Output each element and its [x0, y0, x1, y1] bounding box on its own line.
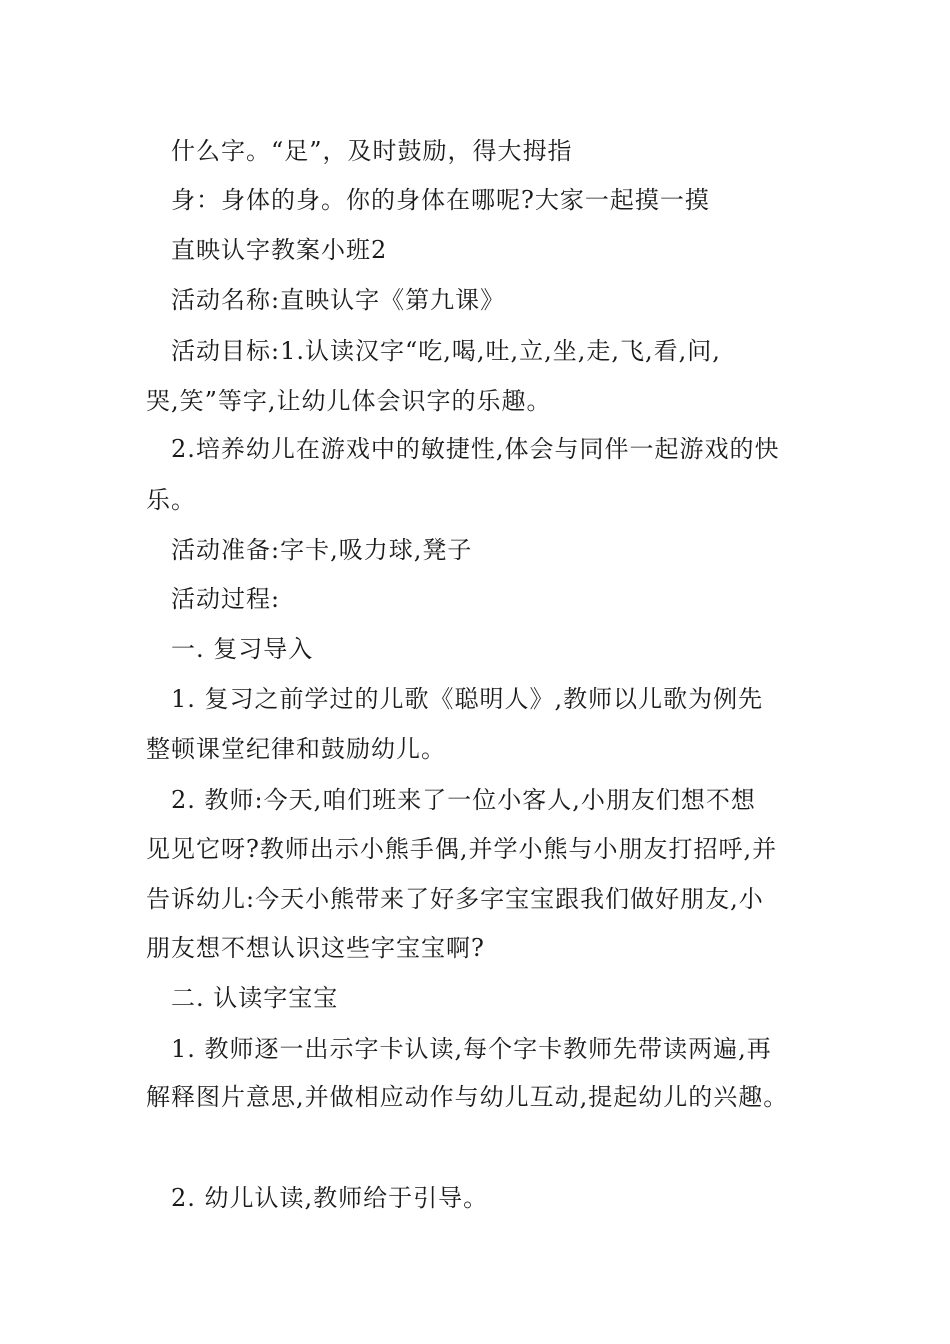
- text-line: 乐。: [146, 486, 196, 514]
- text-line: 身：身体的身。你的身体在哪呢?大家一起摸一摸: [171, 186, 710, 214]
- text-line: 活动名称:直映认字《第九课》: [171, 286, 506, 314]
- text-line: 一. 复习导入: [171, 635, 314, 663]
- text-line: 1. 教师逐一出示字卡认读,每个字卡教师先带读两遍,再: [171, 1035, 772, 1063]
- text-line: 活动过程:: [171, 585, 281, 613]
- text-line: 告诉幼儿:今天小熊带来了好多字宝宝跟我们做好朋友,小: [146, 885, 764, 913]
- text-line: 解释图片意思,并做相应动作与幼儿互动,提起幼儿的兴趣。: [146, 1083, 789, 1111]
- text-line: 活动目标:1.认读汉字“吃,喝,吐,立,坐,走,飞,看,问,: [171, 337, 721, 365]
- text-line: 哭,笑”等字,让幼儿体会识字的乐趣。: [146, 387, 552, 415]
- text-line: 1. 复习之前学过的儿歌《聪明人》,教师以儿歌为例先: [171, 685, 764, 713]
- text-line: 2.培养幼儿在游戏中的敏捷性,体会与同伴一起游戏的快: [171, 435, 780, 463]
- text-line: 什么字。“足”，及时鼓励，得大拇指: [171, 137, 573, 165]
- text-line: 朋友想不想认识这些字宝宝啊?: [146, 934, 485, 962]
- text-line: 2. 幼儿认读,教师给于引导。: [171, 1184, 489, 1212]
- text-line: 二. 认读字宝宝: [171, 984, 339, 1012]
- text-line: 整顿课堂纪律和鼓励幼儿。: [146, 735, 446, 763]
- text-line: 活动准备:字卡,吸力球,凳子: [171, 536, 473, 564]
- text-line: 2. 教师:今天,咱们班来了一位小客人,小朋友们想不想: [171, 786, 756, 814]
- section-heading: 直映认字教案小班2: [171, 236, 388, 264]
- text-line: 见见它呀?教师出示小熊手偶,并学小熊与小朋友打招呼,并: [146, 835, 778, 863]
